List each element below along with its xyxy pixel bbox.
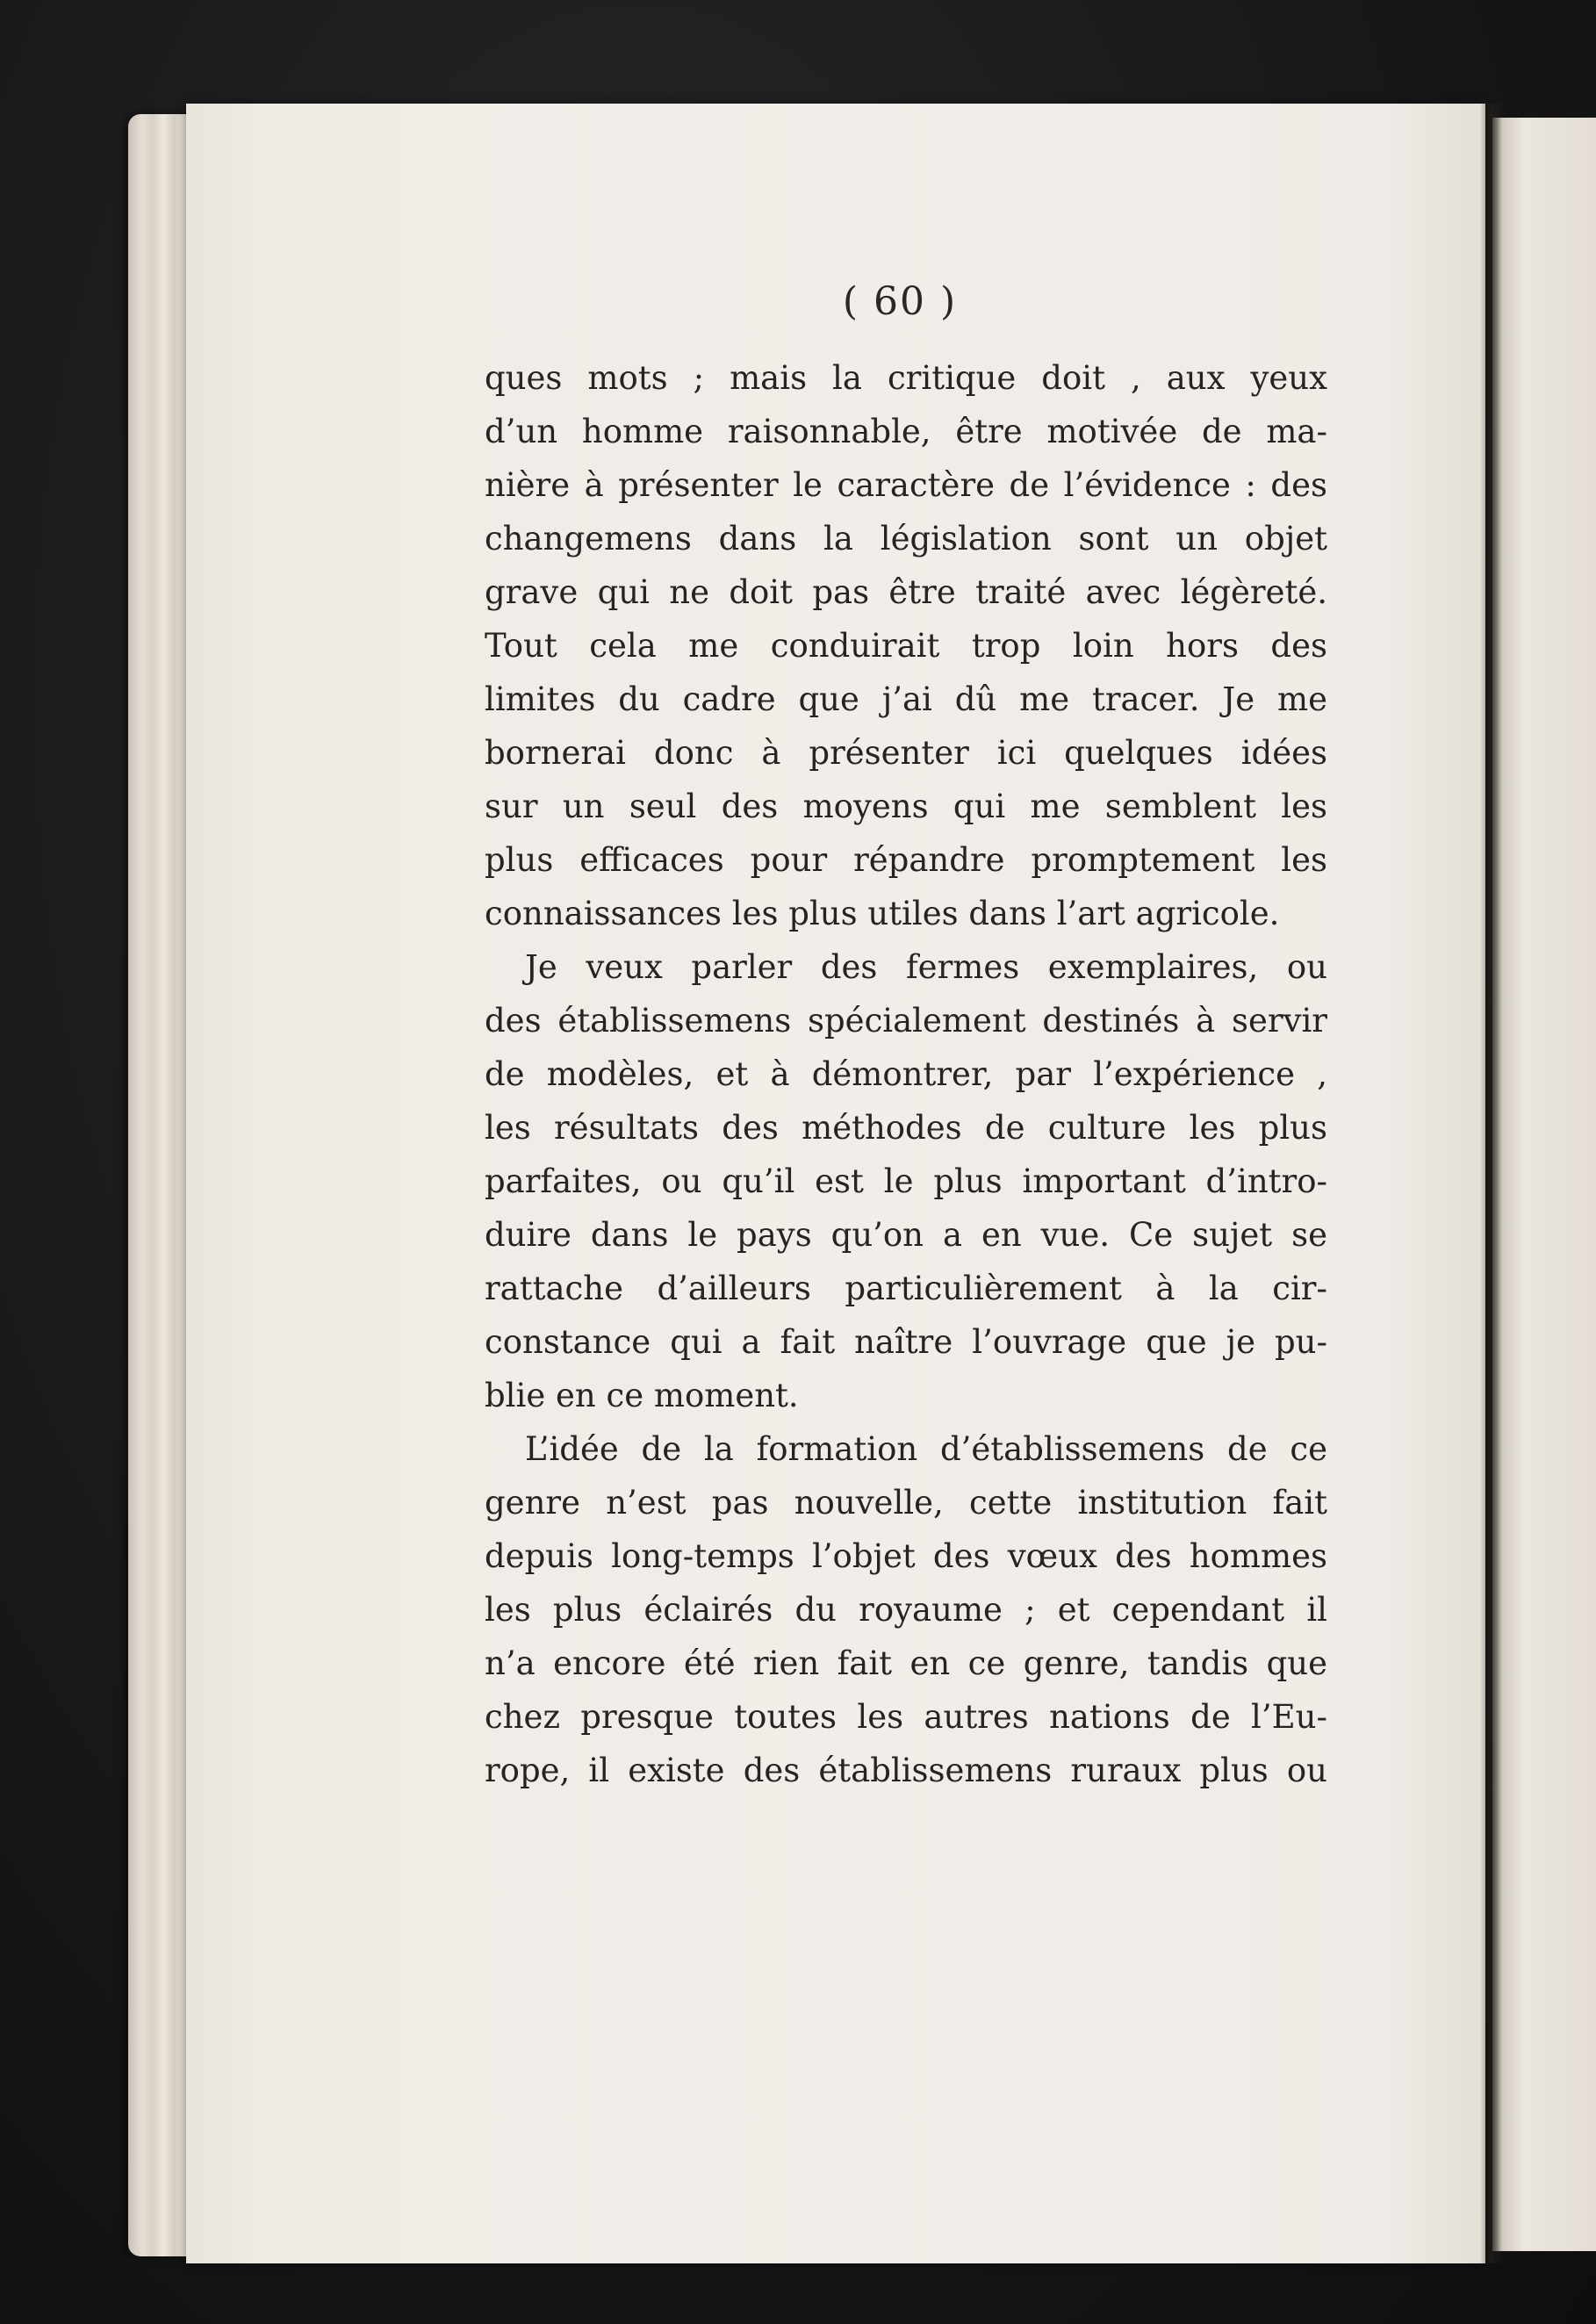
text-line: constance qui a fait naître l’ouvrage que je pu- bbox=[485, 1323, 1327, 1361]
text-line: d’un homme raisonnable, être motivée de ma- bbox=[485, 413, 1327, 450]
text-line: connaissances les plus utiles dans l’art agricole. bbox=[485, 895, 1280, 932]
text-line: les plus éclairés du royaume ; et cependant il bbox=[485, 1591, 1327, 1629]
text-line: changemens dans la législation sont un objet bbox=[485, 520, 1327, 558]
text-line: plus efficaces pour répandre promptement les bbox=[485, 841, 1327, 879]
text-line: n’a encore été rien fait en ce genre, tandis que bbox=[485, 1644, 1327, 1682]
page-number-text: ( 60 ) bbox=[842, 279, 958, 324]
text-line: parfaites, ou qu’il est le plus important d’intro- bbox=[485, 1162, 1327, 1200]
text-line: rope, il existe des établissemens ruraux plus ou bbox=[485, 1752, 1327, 1789]
text-line: de modèles, et à démontrer, par l’expérience , bbox=[485, 1055, 1327, 1093]
text-line: ques mots ; mais la critique doit , aux yeux bbox=[485, 359, 1327, 397]
text-line: rattache d’ailleurs particulièrement à la cir- bbox=[485, 1270, 1327, 1307]
facing-page-edge bbox=[1492, 118, 1596, 2251]
text-line: les résultats des méthodes de culture les plus bbox=[485, 1109, 1327, 1147]
text-line: genre n’est pas nouvelle, cette institution fait bbox=[485, 1484, 1327, 1522]
text-line: duire dans le pays qu’on a en vue. Ce sujet se bbox=[485, 1216, 1327, 1254]
text-line: Tout cela me conduirait trop loin hors des bbox=[485, 627, 1327, 665]
page-number bbox=[0, 279, 1596, 324]
text-line: L’idée de la formation d’établissemens de ce bbox=[525, 1430, 1327, 1468]
body-text bbox=[485, 351, 1327, 1797]
text-line: sur un seul des moyens qui me semblent les bbox=[485, 788, 1327, 825]
text-line: depuis long-temps l’objet des vœux des hommes bbox=[485, 1537, 1327, 1575]
text-line: Je veux parler des fermes exemplaires, ou bbox=[525, 948, 1327, 986]
page-gutter bbox=[1480, 104, 1503, 2263]
text-line: limites du cadre que j’ai dû me tracer. Je me bbox=[485, 680, 1327, 718]
text-line: chez presque toutes les autres nations de l’Eu- bbox=[485, 1698, 1327, 1736]
text-line: nière à présenter le caractère de l’évidence : des bbox=[485, 466, 1327, 504]
text-line: blie en ce moment. bbox=[485, 1377, 799, 1414]
text-line: bornerai donc à présenter ici quelques idées bbox=[485, 734, 1327, 772]
text-line: grave qui ne doit pas être traité avec légèreté. bbox=[485, 573, 1327, 611]
text-line: des établissemens spécialement destinés à servir bbox=[485, 1002, 1327, 1040]
